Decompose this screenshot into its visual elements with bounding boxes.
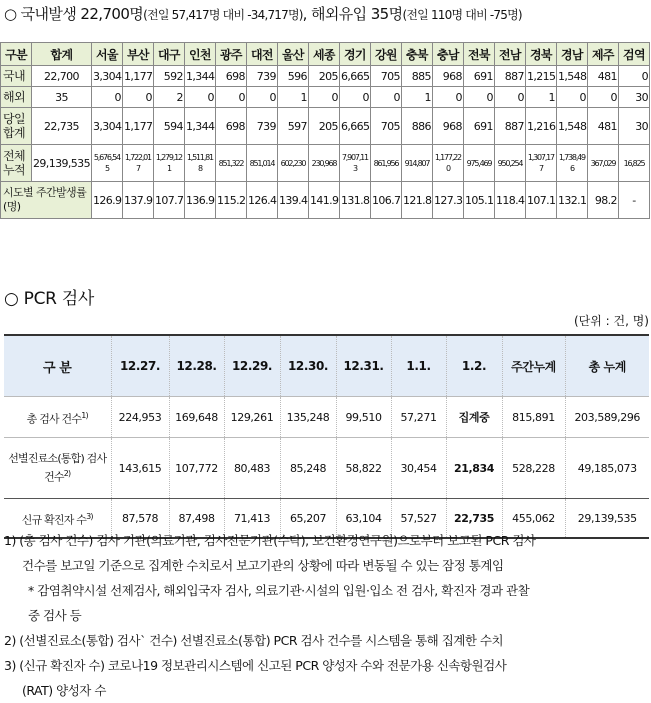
table-cell: 205 bbox=[308, 66, 339, 87]
section1-title bbox=[4, 3, 522, 24]
pcr-header-row bbox=[4, 335, 649, 397]
table-cell: 1,177 bbox=[122, 66, 153, 87]
table-cell: 698 bbox=[215, 108, 246, 145]
column-header: 충남 bbox=[432, 43, 463, 66]
table-cell: 118.4 bbox=[494, 182, 525, 219]
table-cell: 135,248 bbox=[280, 397, 336, 438]
note-1: 1) (총 검사 건수) 검사 기관(의료기관, 검사전문기관(수탁), 보건환경연구원)으로부터 보고된 PCR 검사 bbox=[4, 533, 536, 548]
column-header: 전북 bbox=[463, 43, 494, 66]
column-header: 대전 bbox=[246, 43, 277, 66]
table-cell: 1,722,017 bbox=[122, 145, 153, 182]
table-cell: 0 bbox=[370, 87, 401, 108]
column-header: 강원 bbox=[370, 43, 401, 66]
table-row bbox=[1, 182, 650, 219]
table-cell: 705 bbox=[370, 108, 401, 145]
table-cell: 0 bbox=[246, 87, 277, 108]
table-cell: 136.9 bbox=[184, 182, 215, 219]
column-header: 인천 bbox=[184, 43, 215, 66]
table-cell: 0 bbox=[308, 87, 339, 108]
pcr-row bbox=[4, 397, 649, 438]
table-cell: 602,230 bbox=[277, 145, 308, 182]
table-cell: 105.1 bbox=[463, 182, 494, 219]
table-cell: 29,139,535 bbox=[32, 145, 92, 182]
table-cell: 203,589,296 bbox=[565, 397, 649, 438]
table-cell: 107,772 bbox=[169, 438, 224, 499]
row-label: 시도별 주간발생률(명) bbox=[1, 182, 92, 219]
column-header: 서울 bbox=[91, 43, 122, 66]
column-header: 12.28. bbox=[169, 335, 224, 397]
column-header: 충북 bbox=[401, 43, 432, 66]
table-cell: 815,891 bbox=[502, 397, 565, 438]
table-cell: 968 bbox=[432, 108, 463, 145]
table-cell: 99,510 bbox=[336, 397, 391, 438]
table-cell: 129,261 bbox=[224, 397, 280, 438]
table-cell: 2 bbox=[153, 87, 184, 108]
table-cell: 1,215 bbox=[525, 66, 556, 87]
column-header: 경기 bbox=[339, 43, 370, 66]
footnotes bbox=[4, 528, 649, 703]
note-1-cont: 건수를 보고일 기준으로 집계한 수치로서 보고기관의 상황에 따라 변동될 수 있는 잠정 통계임 bbox=[22, 558, 504, 573]
table-cell: 528,228 bbox=[502, 438, 565, 499]
note-1-sub-cont: 중 검사 등 bbox=[28, 608, 82, 623]
pcr-table bbox=[4, 334, 649, 539]
table-cell: 1,344 bbox=[184, 66, 215, 87]
table-cell: 0 bbox=[91, 87, 122, 108]
table-cell: 861,956 bbox=[370, 145, 401, 182]
column-header: 검역 bbox=[618, 43, 649, 66]
table-cell: 851,014 bbox=[246, 145, 277, 182]
column-header: 경남 bbox=[556, 43, 587, 66]
row-label bbox=[4, 397, 111, 438]
table-cell: 22,700 bbox=[32, 66, 92, 87]
table-cell: 0 bbox=[618, 66, 649, 87]
column-header: 합계 bbox=[32, 43, 92, 66]
table-cell: 143,615 bbox=[111, 438, 169, 499]
table-cell: 481 bbox=[587, 108, 618, 145]
table-cell: 0 bbox=[463, 87, 494, 108]
column-header: 12.30. bbox=[280, 335, 336, 397]
column-header: 12.27. bbox=[111, 335, 169, 397]
table-row bbox=[1, 66, 650, 87]
table-cell: 705 bbox=[370, 66, 401, 87]
column-header: 1.2. bbox=[446, 335, 502, 397]
table-cell: 1,548 bbox=[556, 108, 587, 145]
row-label: 국내 bbox=[1, 66, 32, 87]
footnote-marker: 3) bbox=[86, 511, 93, 521]
row-label: 해외 bbox=[1, 87, 32, 108]
table-cell: 596 bbox=[277, 66, 308, 87]
table-cell: 886 bbox=[401, 108, 432, 145]
domestic-count-text: ○ 국내발생 22,700명 bbox=[4, 5, 144, 23]
table-cell: - bbox=[618, 182, 649, 219]
note-3-cont: (RAT) 양성자 수 bbox=[22, 683, 106, 698]
table-cell: 1,279,121 bbox=[153, 145, 184, 182]
table-cell: 63,104 bbox=[336, 499, 391, 539]
table-cell: 968 bbox=[432, 66, 463, 87]
row-label-text: 신규 확진자 수 bbox=[21, 513, 87, 527]
regional-cases-table bbox=[0, 42, 650, 219]
table-cell: 6,665 bbox=[339, 108, 370, 145]
table-cell: 107.7 bbox=[153, 182, 184, 219]
table-cell: 29,139,535 bbox=[565, 499, 649, 539]
overseas-diff-text: (전일 110명 대비 -75명) bbox=[402, 8, 522, 22]
table-cell: 87,498 bbox=[169, 499, 224, 539]
table-cell: 0 bbox=[432, 87, 463, 108]
table-cell: 137.9 bbox=[122, 182, 153, 219]
table-cell: 1,511,818 bbox=[184, 145, 215, 182]
table-header-row bbox=[1, 43, 650, 66]
column-header: 구 분 bbox=[4, 335, 111, 397]
footnote-marker: 2) bbox=[63, 469, 71, 479]
row-label: 전체 누적 bbox=[1, 145, 32, 182]
column-header: 12.31. bbox=[336, 335, 391, 397]
table-cell: 35 bbox=[32, 87, 92, 108]
table-cell: 30 bbox=[618, 87, 649, 108]
table-cell: 65,207 bbox=[280, 499, 336, 539]
table-cell: 698 bbox=[215, 66, 246, 87]
table-cell: 1,548 bbox=[556, 66, 587, 87]
table-cell: 455,062 bbox=[502, 499, 565, 539]
table-cell: 21,834 bbox=[446, 438, 502, 499]
table-cell: 224,953 bbox=[111, 397, 169, 438]
table-cell: 975,469 bbox=[463, 145, 494, 182]
note-1-sub: * 감염취약시설 선제검사, 해외입국자 검사, 의료기관·시설의 입원·입소 전 검사, 확진자 경과 관찰 bbox=[28, 583, 530, 598]
table-cell: 0 bbox=[339, 87, 370, 108]
pcr-row bbox=[4, 438, 649, 499]
table-cell: 30 bbox=[618, 108, 649, 145]
column-header: 1.1. bbox=[391, 335, 446, 397]
column-header: 전남 bbox=[494, 43, 525, 66]
row-label: 당일 합계 bbox=[1, 108, 32, 145]
table-cell: 85,248 bbox=[280, 438, 336, 499]
table-cell: 739 bbox=[246, 66, 277, 87]
table-cell: 115.2 bbox=[215, 182, 246, 219]
table-cell: 22,735 bbox=[446, 499, 502, 539]
column-header: 광주 bbox=[215, 43, 246, 66]
note-2: 2) (선별진료소(통합) 검사` 건수) 선별진료소(통합) PCR 검사 건수를 시스템을 통해 집계한 수치 bbox=[4, 633, 504, 648]
table-cell: 121.8 bbox=[401, 182, 432, 219]
table-cell: 367,029 bbox=[587, 145, 618, 182]
table-cell: 131.8 bbox=[339, 182, 370, 219]
table-cell: 132.1 bbox=[556, 182, 587, 219]
row-label bbox=[4, 438, 111, 499]
column-header: 부산 bbox=[122, 43, 153, 66]
column-header: 주간누계 bbox=[502, 335, 565, 397]
table-row bbox=[1, 108, 650, 145]
table-cell: 592 bbox=[153, 66, 184, 87]
column-header: 세종 bbox=[308, 43, 339, 66]
table-cell: 49,185,073 bbox=[565, 438, 649, 499]
table-cell: 205 bbox=[308, 108, 339, 145]
table-cell: 1,216 bbox=[525, 108, 556, 145]
table-cell: 98.2 bbox=[587, 182, 618, 219]
table-cell: 30,454 bbox=[391, 438, 446, 499]
column-header: 울산 bbox=[277, 43, 308, 66]
table-cell: 3,304 bbox=[91, 108, 122, 145]
table-cell: 107.1 bbox=[525, 182, 556, 219]
table-cell: 22,735 bbox=[32, 108, 92, 145]
note-3: 3) (신규 확진자 수) 코로나19 정보관리시스템에 신고된 PCR 양성자 수와 전문가용 신속항원검사 bbox=[4, 658, 507, 673]
table-cell: 57,527 bbox=[391, 499, 446, 539]
column-header: 총 누계 bbox=[565, 335, 649, 397]
table-cell: 887 bbox=[494, 108, 525, 145]
table-cell: 6,665 bbox=[339, 66, 370, 87]
table-cell: 3,304 bbox=[91, 66, 122, 87]
row-label-text: 총 검사 건수 bbox=[26, 412, 82, 426]
table-cell: 5,676,545 bbox=[91, 145, 122, 182]
table-row bbox=[1, 145, 650, 182]
table-row bbox=[1, 87, 650, 108]
table-cell: 597 bbox=[277, 108, 308, 145]
table-cell: 691 bbox=[463, 66, 494, 87]
table-cell: 887 bbox=[494, 66, 525, 87]
table-cell: 1,738,496 bbox=[556, 145, 587, 182]
table-cell: 169,648 bbox=[169, 397, 224, 438]
table-cell: 71,413 bbox=[224, 499, 280, 539]
table-cell: 230,968 bbox=[308, 145, 339, 182]
table-cell: 0 bbox=[122, 87, 153, 108]
table-cell: 481 bbox=[587, 66, 618, 87]
domestic-diff-text: (전일 57,417명 대비 -34,717명) bbox=[143, 8, 303, 22]
table-cell: 1 bbox=[525, 87, 556, 108]
table-cell: 80,483 bbox=[224, 438, 280, 499]
table-cell: 57,271 bbox=[391, 397, 446, 438]
table-cell: 집계중 bbox=[446, 397, 502, 438]
table-cell: 1,177 bbox=[122, 108, 153, 145]
pcr-section-title: ○ PCR 검사 bbox=[4, 289, 95, 309]
table-cell: 0 bbox=[556, 87, 587, 108]
table-cell: 0 bbox=[184, 87, 215, 108]
table-cell: 127.3 bbox=[432, 182, 463, 219]
row-label-text: 선별진료소(통합) 검사 건수 bbox=[8, 452, 107, 484]
column-header: 대구 bbox=[153, 43, 184, 66]
table-cell: 914,807 bbox=[401, 145, 432, 182]
table-cell: 7,907,113 bbox=[339, 145, 370, 182]
table-cell: 126.9 bbox=[91, 182, 122, 219]
table-cell: 0 bbox=[494, 87, 525, 108]
table-cell: 87,578 bbox=[111, 499, 169, 539]
table-cell: 58,822 bbox=[336, 438, 391, 499]
column-header: 12.29. bbox=[224, 335, 280, 397]
overseas-count-text: , 해외유입 35명 bbox=[302, 5, 403, 23]
unit-label: (단위 : 건, 명) bbox=[573, 314, 649, 328]
table-cell: 106.7 bbox=[370, 182, 401, 219]
table-cell: 594 bbox=[153, 108, 184, 145]
table-cell: 0 bbox=[587, 87, 618, 108]
table-cell: 1 bbox=[277, 87, 308, 108]
table-cell: 0 bbox=[215, 87, 246, 108]
column-header: 제주 bbox=[587, 43, 618, 66]
table-cell: 141.9 bbox=[308, 182, 339, 219]
table-cell: 1,177,220 bbox=[432, 145, 463, 182]
table-cell: 16,825 bbox=[618, 145, 649, 182]
table-cell: 950,254 bbox=[494, 145, 525, 182]
table-cell: 1,344 bbox=[184, 108, 215, 145]
table-cell: 126.4 bbox=[246, 182, 277, 219]
table-cell: 1 bbox=[401, 87, 432, 108]
table-cell: 851,322 bbox=[215, 145, 246, 182]
table-cell: 1,307,177 bbox=[525, 145, 556, 182]
table-cell: 691 bbox=[463, 108, 494, 145]
table-cell: 139.4 bbox=[277, 182, 308, 219]
table-cell: 885 bbox=[401, 66, 432, 87]
table-cell: 739 bbox=[246, 108, 277, 145]
column-header: 구분 bbox=[1, 43, 32, 66]
column-header: 경북 bbox=[525, 43, 556, 66]
footnote-marker: 1) bbox=[81, 410, 88, 420]
